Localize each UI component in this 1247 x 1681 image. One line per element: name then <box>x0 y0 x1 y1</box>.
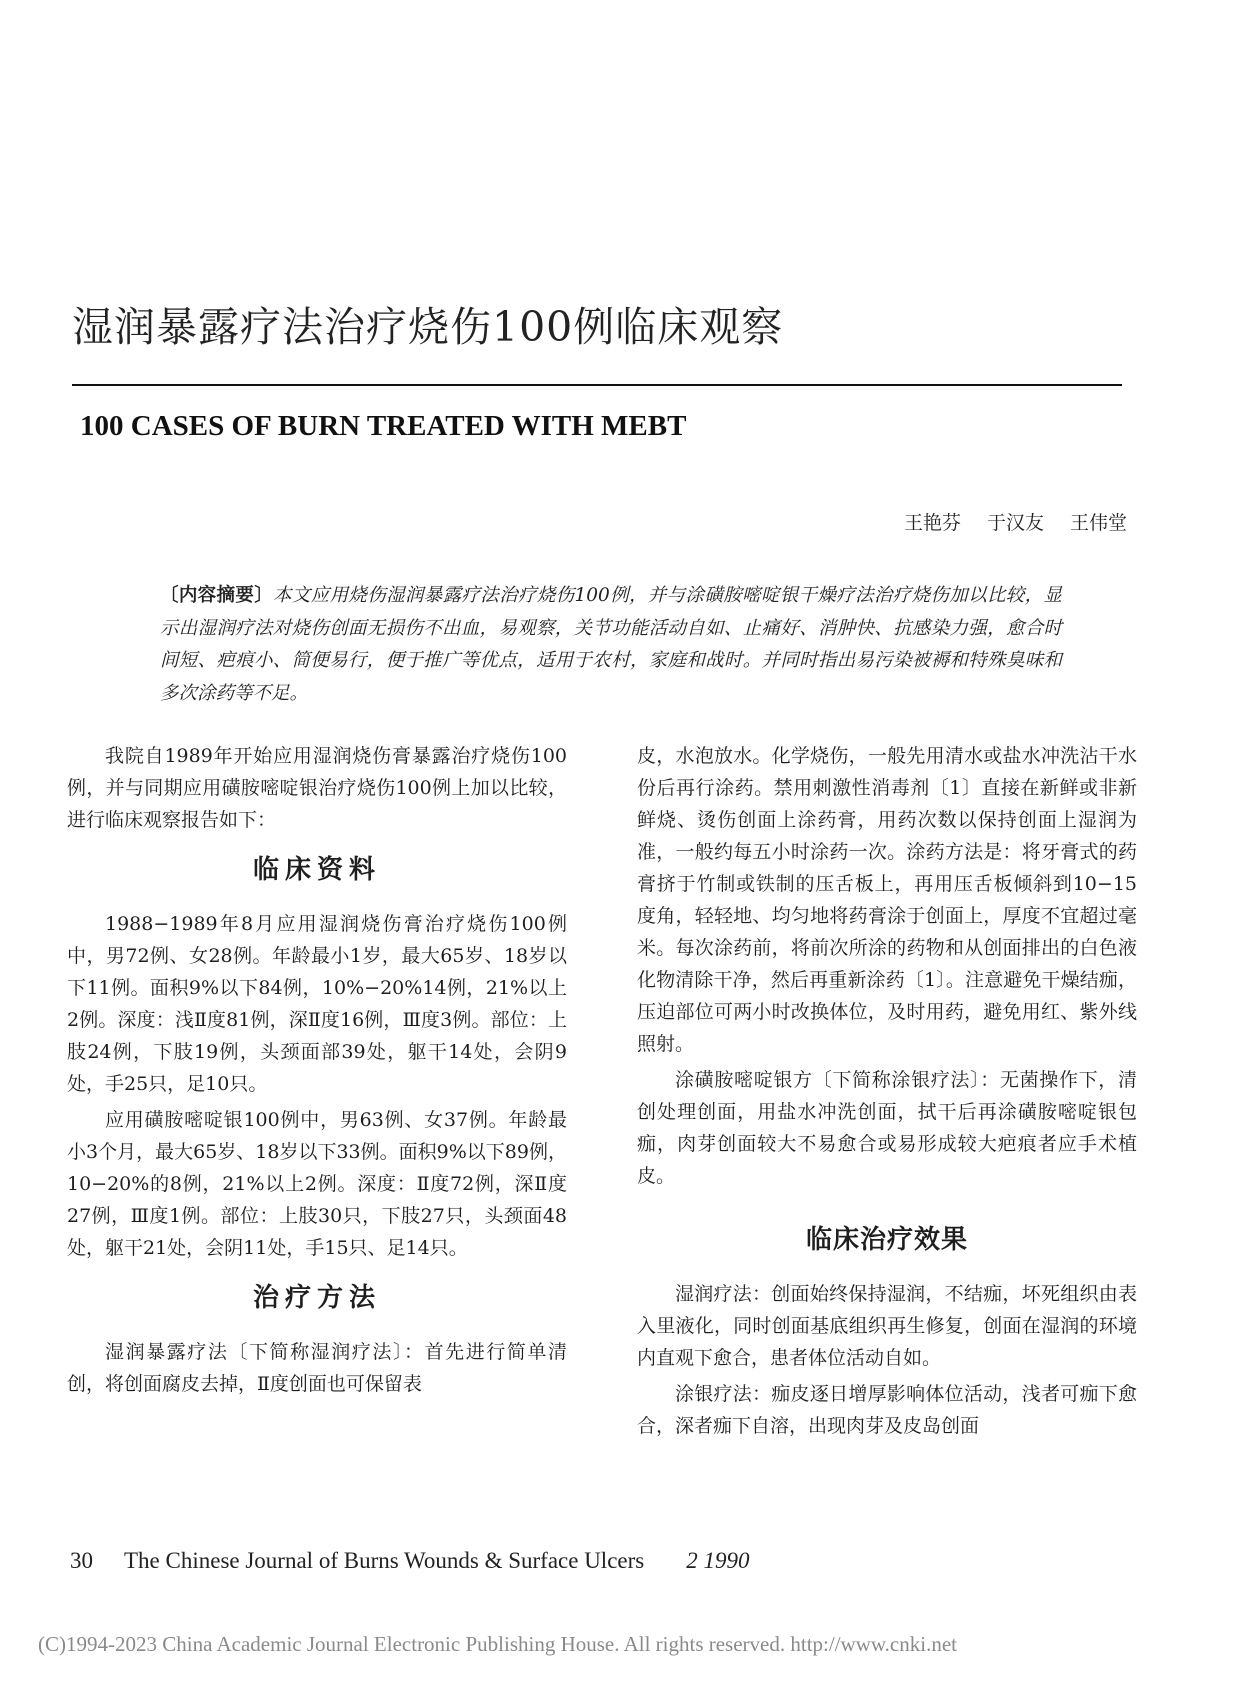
article-title-zh: 湿润暴露疗法治疗烧伤100例临床观察 <box>72 303 784 351</box>
body-paragraph: 应用磺胺嘧啶银100例中，男63例、女37例。年龄最小3个月，最大65岁、18岁以下33例。面积9%以下89例，10−20%的8例，21%以上2例。深度：Ⅱ度72例，深Ⅱ度27例，Ⅲ度1例。部位：上肢30只，下肢27只，头颈面48处，躯干21处，会阴11处，手15只、足14只。 <box>67 1109 567 1259</box>
author-list <box>904 508 1127 535</box>
abstract <box>160 580 1062 710</box>
author-name: 王伟堂 <box>1069 512 1127 534</box>
article-title-en: 100 CASES OF BURN TREATED WITH MEBT <box>80 410 687 442</box>
journal-name: The Chinese Journal of Burns Wounds & Surface Ulcers <box>124 1548 645 1573</box>
author-name: 王艳芬 <box>903 512 961 534</box>
copyright-notice: (C)1994-2023 China Academic Journal Electronic Publishing House. All rights reserved. http://www.cnki.net <box>38 1632 957 1656</box>
body-paragraph: 涂磺胺嘧啶银方〔下简称涂银疗法〕：无菌操作下，清创处理创面，用盐水冲洗创面，拭干后再涂磺胺嘧啶银包痂，肉芽创面较大不易愈合或易形成较大疤痕者应手术植皮。 <box>637 1069 1137 1187</box>
abstract-label: 〔内容摘要〕 <box>160 585 274 606</box>
page-number: 30 <box>70 1548 93 1573</box>
issue-label: 2 1990 <box>686 1548 750 1573</box>
section-heading: 临床资料 <box>252 855 381 885</box>
section-heading: 治疗方法 <box>252 1283 381 1313</box>
page-footer <box>70 1548 970 1574</box>
body-paragraph: 1988−1989年8月应用湿润烧伤膏治疗烧伤100例中，男72例、女28例。年龄最小1岁，最大65岁、18岁以下11例。面积9%以下84例，10%−20%14例，21%以上2例。深度：浅Ⅱ度81例，深Ⅱ度16例，Ⅲ度3例。部位：上肢24例，下肢19例，头颈面部39处，躯干14处，会阴9处，手25只，足10只。 <box>67 913 567 1095</box>
right-column <box>637 740 1137 1446</box>
body-paragraph: 皮，水泡放水。化学烧伤，一般先用清水或盐水冲洗沾干水份后再行涂药。禁用刺激性消毒剂〔1〕直接在新鲜或非新鲜烧、烫伤创面上涂药膏，用药次数以保持创面上湿润为准，一般约每五小时涂药一次。涂药方法是：将牙膏式的药膏挤于竹制或铁制的压舌板上，再用压舌板倾斜到10−15度角，轻轻地、均匀地将药膏涂于创面上，厚度不宜超过毫米。每次涂药前，将前次所涂的药物和从创面排出的白色液化物清除干净，然后再重新涂药〔1〕。注意避免干燥结痂，压迫部位可两小时改换体位，及时用药，避免用红、紫外线照射。 <box>637 745 1137 1055</box>
left-column <box>67 740 567 1404</box>
abstract-text: 本文应用烧伤湿润暴露疗法治疗烧伤100例，并与涂磺胺嘧啶银干燥疗法治疗烧伤加以比较，显示出湿润疗法对烧伤创面无损伤不出血，易观察，关节功能活动自如、止痛好、消肿快、抗感染力强，愈合时间短、疤痕小、简便易行，便于推广等优点，适用于农村，家庭和战时。并同时指出易污染被褥和特殊臭味和多次涂药等不足。 <box>160 585 1062 704</box>
body-paragraph: 涂银疗法：痂皮逐日增厚影响体位活动，浅者可痂下愈合，深者痂下自溶，出现肉芽及皮岛创面 <box>637 1383 1137 1437</box>
body-paragraph: 湿润疗法：创面始终保持湿润，不结痂，坏死组织由表入里液化，同时创面基底组织再生修复，创面在湿润的环境内直观下愈合，患者体位活动自如。 <box>637 1283 1137 1369</box>
title-divider <box>72 384 1122 386</box>
body-paragraph: 湿润暴露疗法〔下简称湿润疗法〕：首先进行简单清创，将创面腐皮去掉，Ⅱ度创面也可保留表 <box>67 1341 567 1395</box>
author-name: 于汉友 <box>986 512 1044 534</box>
intro-paragraph: 我院自1989年开始应用湿润烧伤膏暴露治疗烧伤100例，并与同期应用磺胺嘧啶银治疗烧伤100例上加以比较，进行临床观察报告如下： <box>67 745 567 831</box>
section-heading: 临床治疗效果 <box>805 1225 968 1255</box>
